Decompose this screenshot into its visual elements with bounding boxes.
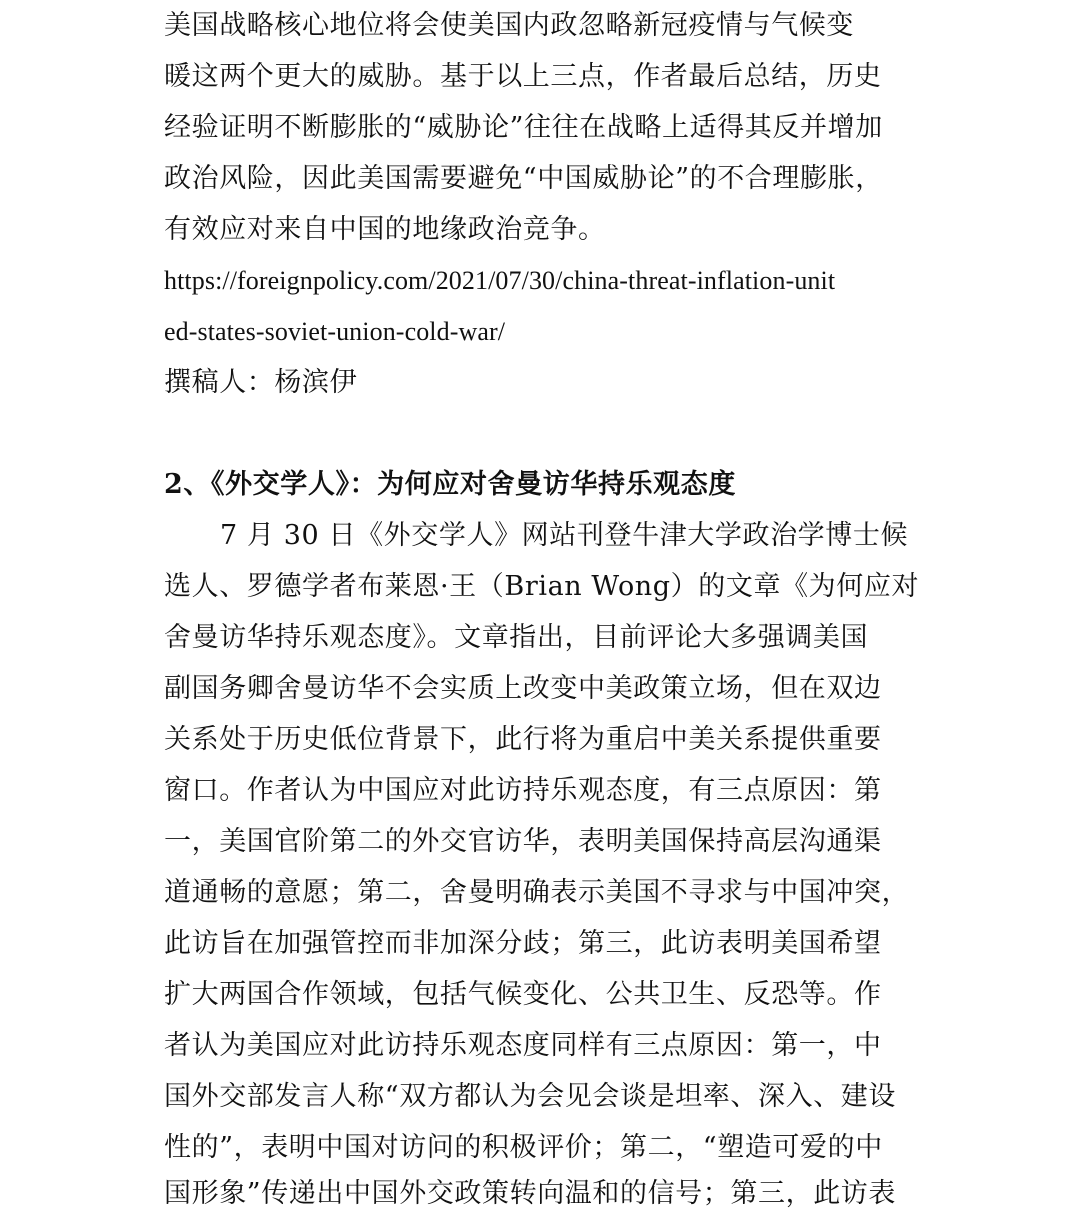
paragraph-line: 美国战略核心地位将会使美国内政忽略新冠疫情与气候变 — [164, 10, 854, 41]
paragraph-line: 副国务卿舍曼访华不会实质上改变中美政策立场，但在双边 — [164, 673, 882, 704]
paragraph-line: 扩大两国合作领域，包括气候变化、公共卫生、反恐等。作 — [164, 979, 882, 1010]
paragraph-line: 关系处于历史低位背景下，此行将为重启中美关系提供重要 — [164, 724, 882, 755]
paragraph-line: 暖这两个更大的威胁。基于以上三点，作者最后总结，历史 — [164, 61, 882, 92]
paragraph-line: 7 月 30 日《外交学人》网站刊登牛津大学政治学博士候 — [220, 520, 909, 551]
paragraph-line: 有效应对来自中国的地缘政治竞争。 — [164, 214, 606, 245]
paragraph-line: 一，美国官阶第二的外交官访华，表明美国保持高层沟通渠 — [164, 826, 882, 857]
paragraph-line: 窗口。作者认为中国应对此访持乐观态度，有三点原因：第 — [164, 775, 882, 806]
paragraph-line: 舍曼访华持乐观态度》。文章指出，目前评论大多强调美国 — [164, 622, 869, 653]
source-url-line: ed-states-soviet-union-cold-war/ — [164, 317, 506, 346]
paragraph-line: 经验证明不断膨胀的“威胁论”往往在战略上适得其反并增加 — [164, 112, 883, 143]
paragraph-line: 国外交部发言人称“双方都认为会见会谈是坦率、深入、建设 — [164, 1081, 897, 1112]
author-line: 撰稿人：杨滨伊 — [164, 367, 358, 398]
paragraph-line: 道通畅的意愿；第二，舍曼明确表示美国不寻求与中国冲突， — [164, 877, 910, 908]
paragraph-line: 国形象”传递出中国外交政策转向温和的信号；第三，此访表 — [164, 1178, 897, 1209]
section-heading: 2、《外交学人》：为何应对舍曼访华持乐观态度 — [164, 469, 736, 500]
paragraph-line: 此访旨在加强管控而非加深分歧；第三，此访表明美国希望 — [164, 928, 882, 959]
paragraph-line: 政治风险，因此美国需要避免“中国威胁论”的不合理膨胀， — [164, 163, 883, 194]
source-url-line: https://foreignpolicy.com/2021/07/30/china-threat-inflation-unit — [164, 266, 836, 295]
paragraph-line: 性的”，表明中国对访问的积极评价；第二，“塑造可爱的中 — [164, 1132, 883, 1163]
paragraph-line: 选人、罗德学者布莱恩·王（Brian Wong）的文章《为何应对 — [164, 571, 920, 602]
paragraph-line: 者认为美国应对此访持乐观态度同样有三点原因：第一，中 — [164, 1030, 882, 1061]
